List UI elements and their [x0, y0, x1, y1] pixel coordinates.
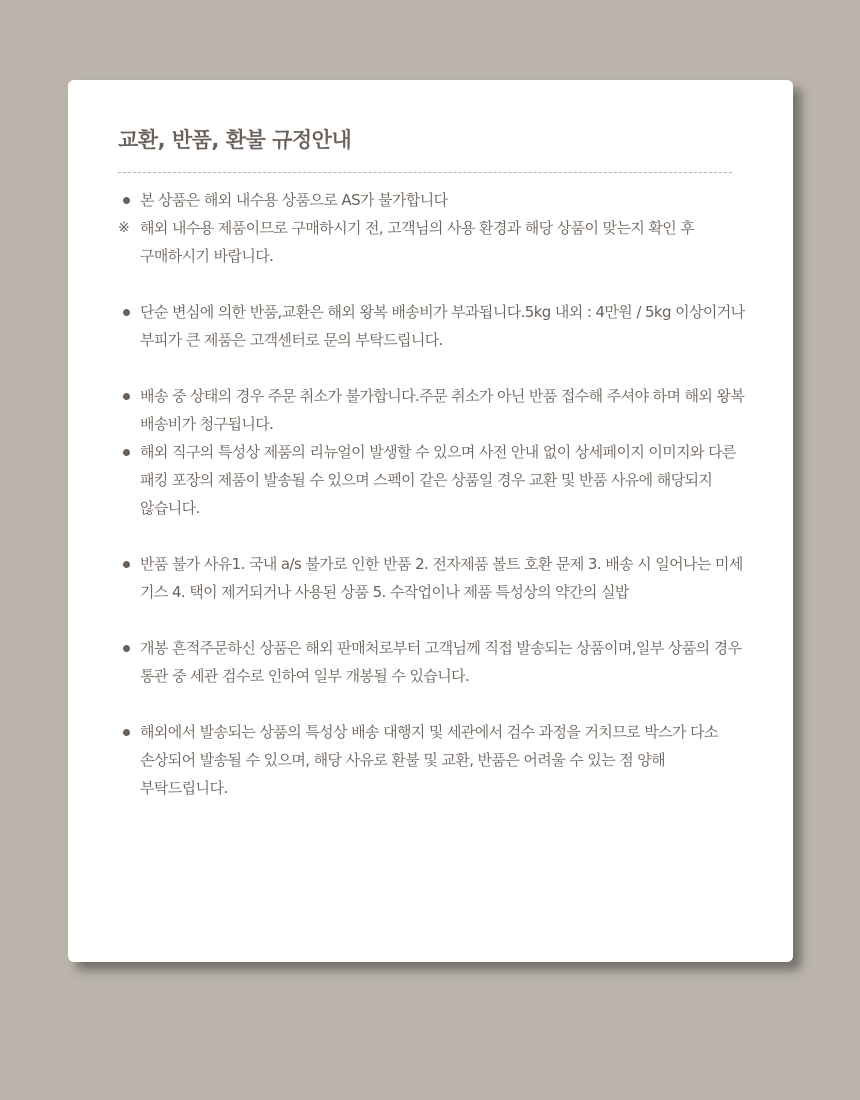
notice-title: 교환, 반품, 환불 규정안내 — [118, 128, 352, 152]
bullet-icon — [123, 729, 130, 736]
notice-text: 해외 직구의 특성상 제품의 리뉴얼이 발생할 수 있으며 사전 안내 없이 상세페이지 이미지와 다른 패킹 포장의 제품이 발송될 수 있으며 스펙이 같은 상품일 경우 교환 및 반품 사유에 해당되지 않습니다. — [140, 443, 736, 517]
notice-text: 단순 변심에 의한 반품,교환은 해외 왕복 배송비가 부과됩니다.5kg 내외 : 4만원 / 5kg 이상이거나 부피가 큰 제품은 고객센터로 문의 부탁드립니다. — [140, 303, 745, 349]
notice-text: 배송 중 상태의 경우 주문 취소가 불가합니다.주문 취소가 아닌 반품 접수해 주셔야 하며 해외 왕복 배송비가 청구됩니다. — [140, 387, 745, 433]
notice-text: 본 상품은 해외 내수용 상품으로 AS가 불가합니다 — [140, 191, 448, 209]
notice-item-domestic-use — [118, 214, 748, 270]
bullet-icon — [123, 393, 130, 400]
notice-text: 개봉 흔적주문하신 상품은 해외 판매처로부터 고객님께 직접 발송되는 상품이며,일부 상품의 경우 통관 중 세관 검수로 인하여 일부 개봉될 수 있습니다. — [140, 639, 742, 685]
bullet-icon — [123, 561, 130, 568]
notice-item-shipping-cancel — [118, 382, 748, 438]
bullet-icon — [123, 197, 130, 204]
reference-mark-icon: ※ — [118, 220, 130, 236]
bullet-icon — [123, 449, 130, 456]
notice-item-renewal — [118, 438, 748, 522]
notice-text: 해외에서 발송되는 상품의 특성상 배송 대행지 및 세관에서 검수 과정을 거치므로 박스가 다소 손상되어 발송될 수 있으며, 해당 사유로 환불 및 교환, 반품은 어려울 수 있는 점 양해 부탁드립니다. — [140, 723, 718, 797]
bullet-icon — [123, 309, 130, 316]
notice-text: 해외 내수용 제품이므로 구매하시기 전, 고객님의 사용 환경과 해당 상품이 맞는지 확인 후 구매하시기 바랍니다. — [140, 219, 695, 265]
notice-card — [68, 80, 793, 962]
notice-list — [118, 186, 748, 802]
notice-item-box-damage — [118, 718, 748, 802]
bullet-icon — [123, 645, 130, 652]
notice-item-change-of-mind — [118, 298, 748, 354]
notice-item-opened — [118, 634, 748, 690]
notice-item-non-returnable — [118, 550, 748, 606]
notice-text: 반품 불가 사유1. 국내 a/s 불가로 인한 반품 2. 전자제품 볼트 호환 문제 3. 배송 시 일어나는 미세 기스 4. 택이 제거되거나 사용된 상품 5. 수작업이나 제품 특성상의 약간의 실밥 — [140, 555, 743, 601]
dashed-divider — [118, 172, 732, 173]
notice-item-as — [118, 186, 748, 214]
